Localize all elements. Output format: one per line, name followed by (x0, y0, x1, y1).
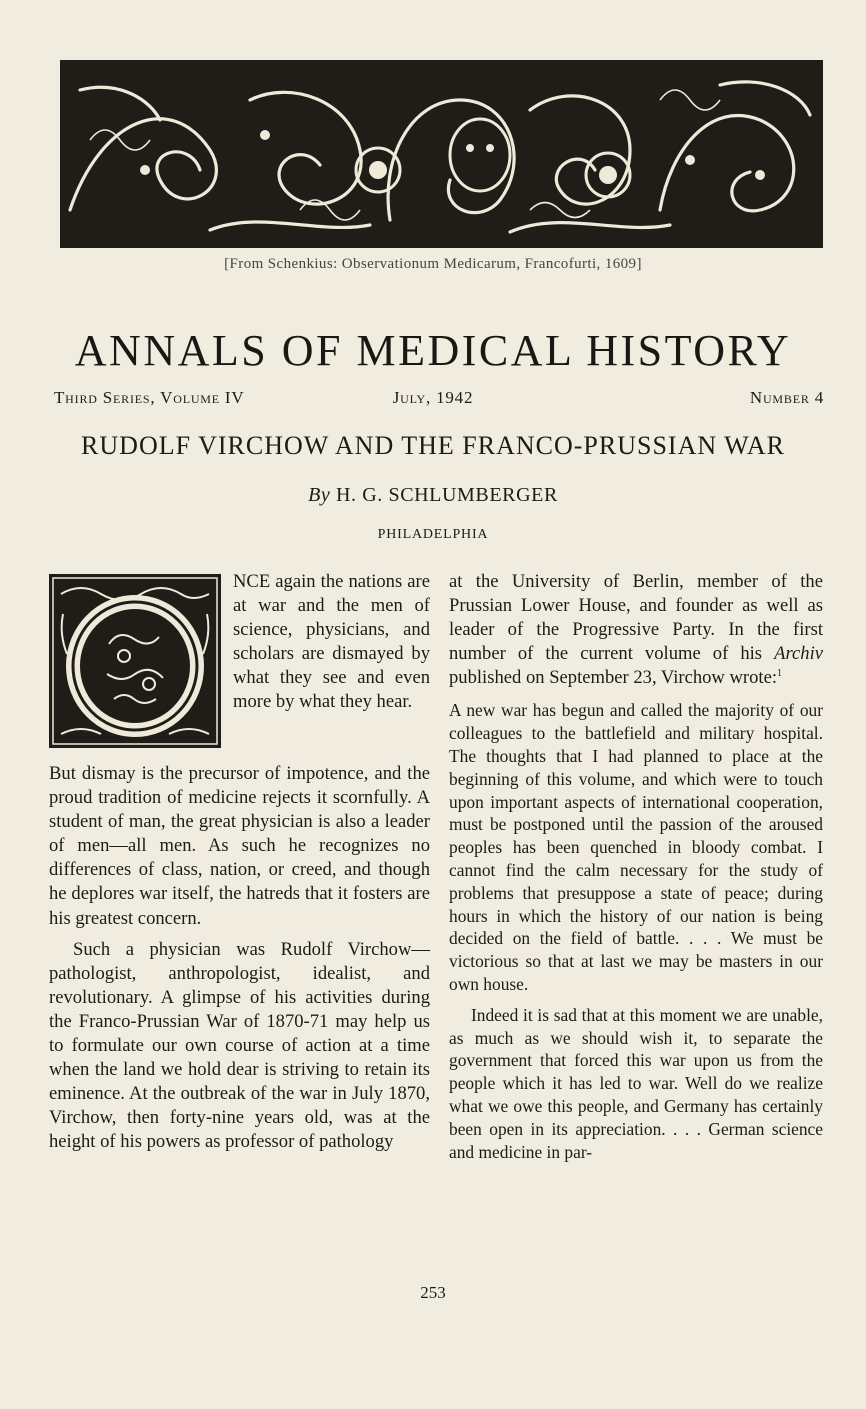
journal-title: ANNALS OF MEDICAL HISTORY (74, 326, 792, 375)
drop-cap-initial (49, 574, 221, 748)
byline-by: By (308, 484, 331, 506)
archiv-title: Archiv (774, 643, 823, 665)
quotation-2: Indeed it is sad that at this moment we are unable, as much as we should wish it, to separate the government that forced this war upon us from the people which it has led to war. Well do we realize what we owe this people, and Germany has certainly been open in its appreciation. . . . German science and medicine in par- (449, 1004, 823, 1162)
paragraph-1-continued: But dismay is the precursor of impotence, and the proud tradition of medicine rejects it scornfully. A student of man, the great physician is also a leader of men—all men. As such he recognizes no differences of class, nation, or creed, and though he deplores war itself, the hatreds that it fosters are his greatest concern. (49, 763, 430, 929)
paragraph-3 (449, 570, 823, 690)
paragraph-3-text-b: published on September 23, Virchow wrote: (449, 667, 778, 689)
left-column (49, 762, 430, 1155)
issue-number: Number 4 (749, 388, 824, 407)
page-number: 253 (420, 1283, 446, 1302)
author-place: PHILADELPHIA (377, 527, 489, 542)
series-volume: Third Series, Volume IV (54, 388, 245, 407)
right-column (449, 570, 823, 1163)
quotation-1: A new war has begun and called the majority of our colleagues to the battlefield and military hospital. The thoughts that I had planned to place at the beginning of this volume, and which were to touch upon important aspects of international cooperation, must be postponed until the passion of the aroused peoples has been quenched in bloody combat. I cannot find the calm necessary for the study of problems that presuppose a state of peace; during hours in which the history of our nation is being decided on the field of battle. . . . We must be victorious so that at last we may be masters in our own house. (449, 700, 823, 995)
intro-text: NCE again the nations are at war and the men of science, physicians, and scholars are dismayed by what they see and even more by what they hear. (233, 571, 430, 713)
article-title: RUDOLF VIRCHOW AND THE FRANCO-PRUSSIAN WAR (81, 431, 785, 460)
paragraph-2: Such a physician was Rudolf Virchow—pathologist, anthropologist, idealist, and revolutionary. A glimpse of his activities during the Franco-Prussian War of 1870-71 may help us to formulate our own course of action at a time when the land we hold dear is striving to retain its eminence. At the outbreak of the war in July 1870, Virchow, then forty-nine years old, was at the height of his powers as professor of pathology (49, 938, 430, 1153)
ornament-caption: [From Schenkius: Observationum Medicarum, Francofurti, 1609] (224, 256, 642, 272)
woodcut-ornament (60, 60, 823, 248)
footnote-marker: 1 (777, 668, 783, 680)
byline (0, 484, 866, 507)
author-name: H. G. SCHLUMBERGER (335, 484, 558, 506)
paragraph-3-text-a: at the University of Berlin, member of the Prussian Lower House, and founder as well as leader of the Progressive Party. In the first number of the current volume of his (449, 571, 823, 665)
issue-date: July, 1942 (392, 388, 474, 407)
